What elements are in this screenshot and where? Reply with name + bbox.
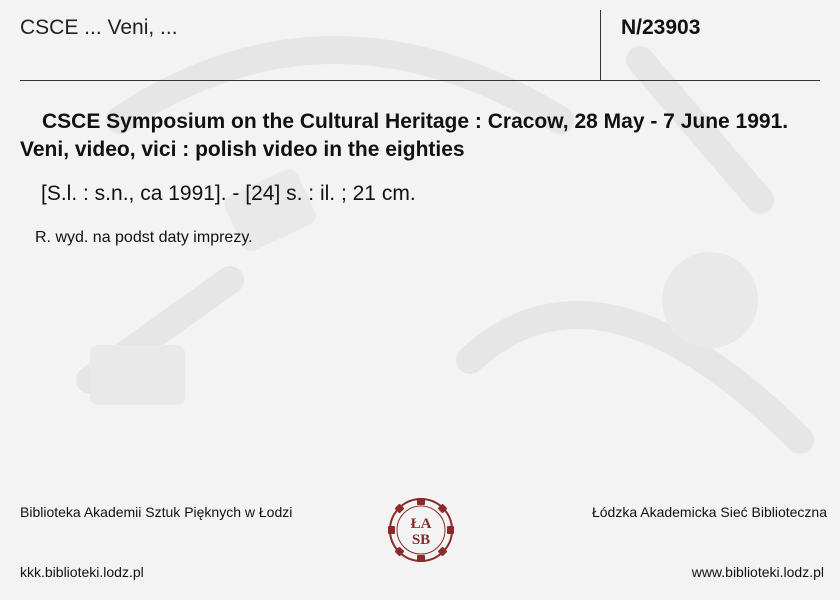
url-left: kkk.biblioteki.lodz.pl — [20, 564, 144, 580]
logo-text-bottom: SB — [411, 532, 431, 548]
record-title: CSCE Symposium on the Cultural Heritage : Cracow, 28 May - 7 June 1991. Veni, video, vici : polish video in the eighties — [20, 110, 789, 161]
header-divider — [600, 10, 601, 80]
lasb-logo-icon — [386, 496, 456, 564]
logo-text-top: ŁA — [410, 516, 432, 532]
url-right: www.biblioteki.lodz.pl — [691, 564, 824, 580]
record-note: R. wyd. na podst daty imprezy. — [35, 229, 253, 246]
header-rule — [20, 80, 820, 81]
record-imprint: [S.l. : s.n., ca 1991]. - [24] s. : il. ; 21 cm. — [41, 182, 416, 205]
call-number: N/23903 — [621, 16, 701, 39]
short-title: CSCE ... Veni, ... — [20, 16, 178, 39]
library-name-right: Łódzka Akademicka Sieć Biblioteczna — [591, 504, 827, 520]
library-name-left: Biblioteka Akademii Sztuk Pięknych w Łodzi — [20, 504, 293, 520]
